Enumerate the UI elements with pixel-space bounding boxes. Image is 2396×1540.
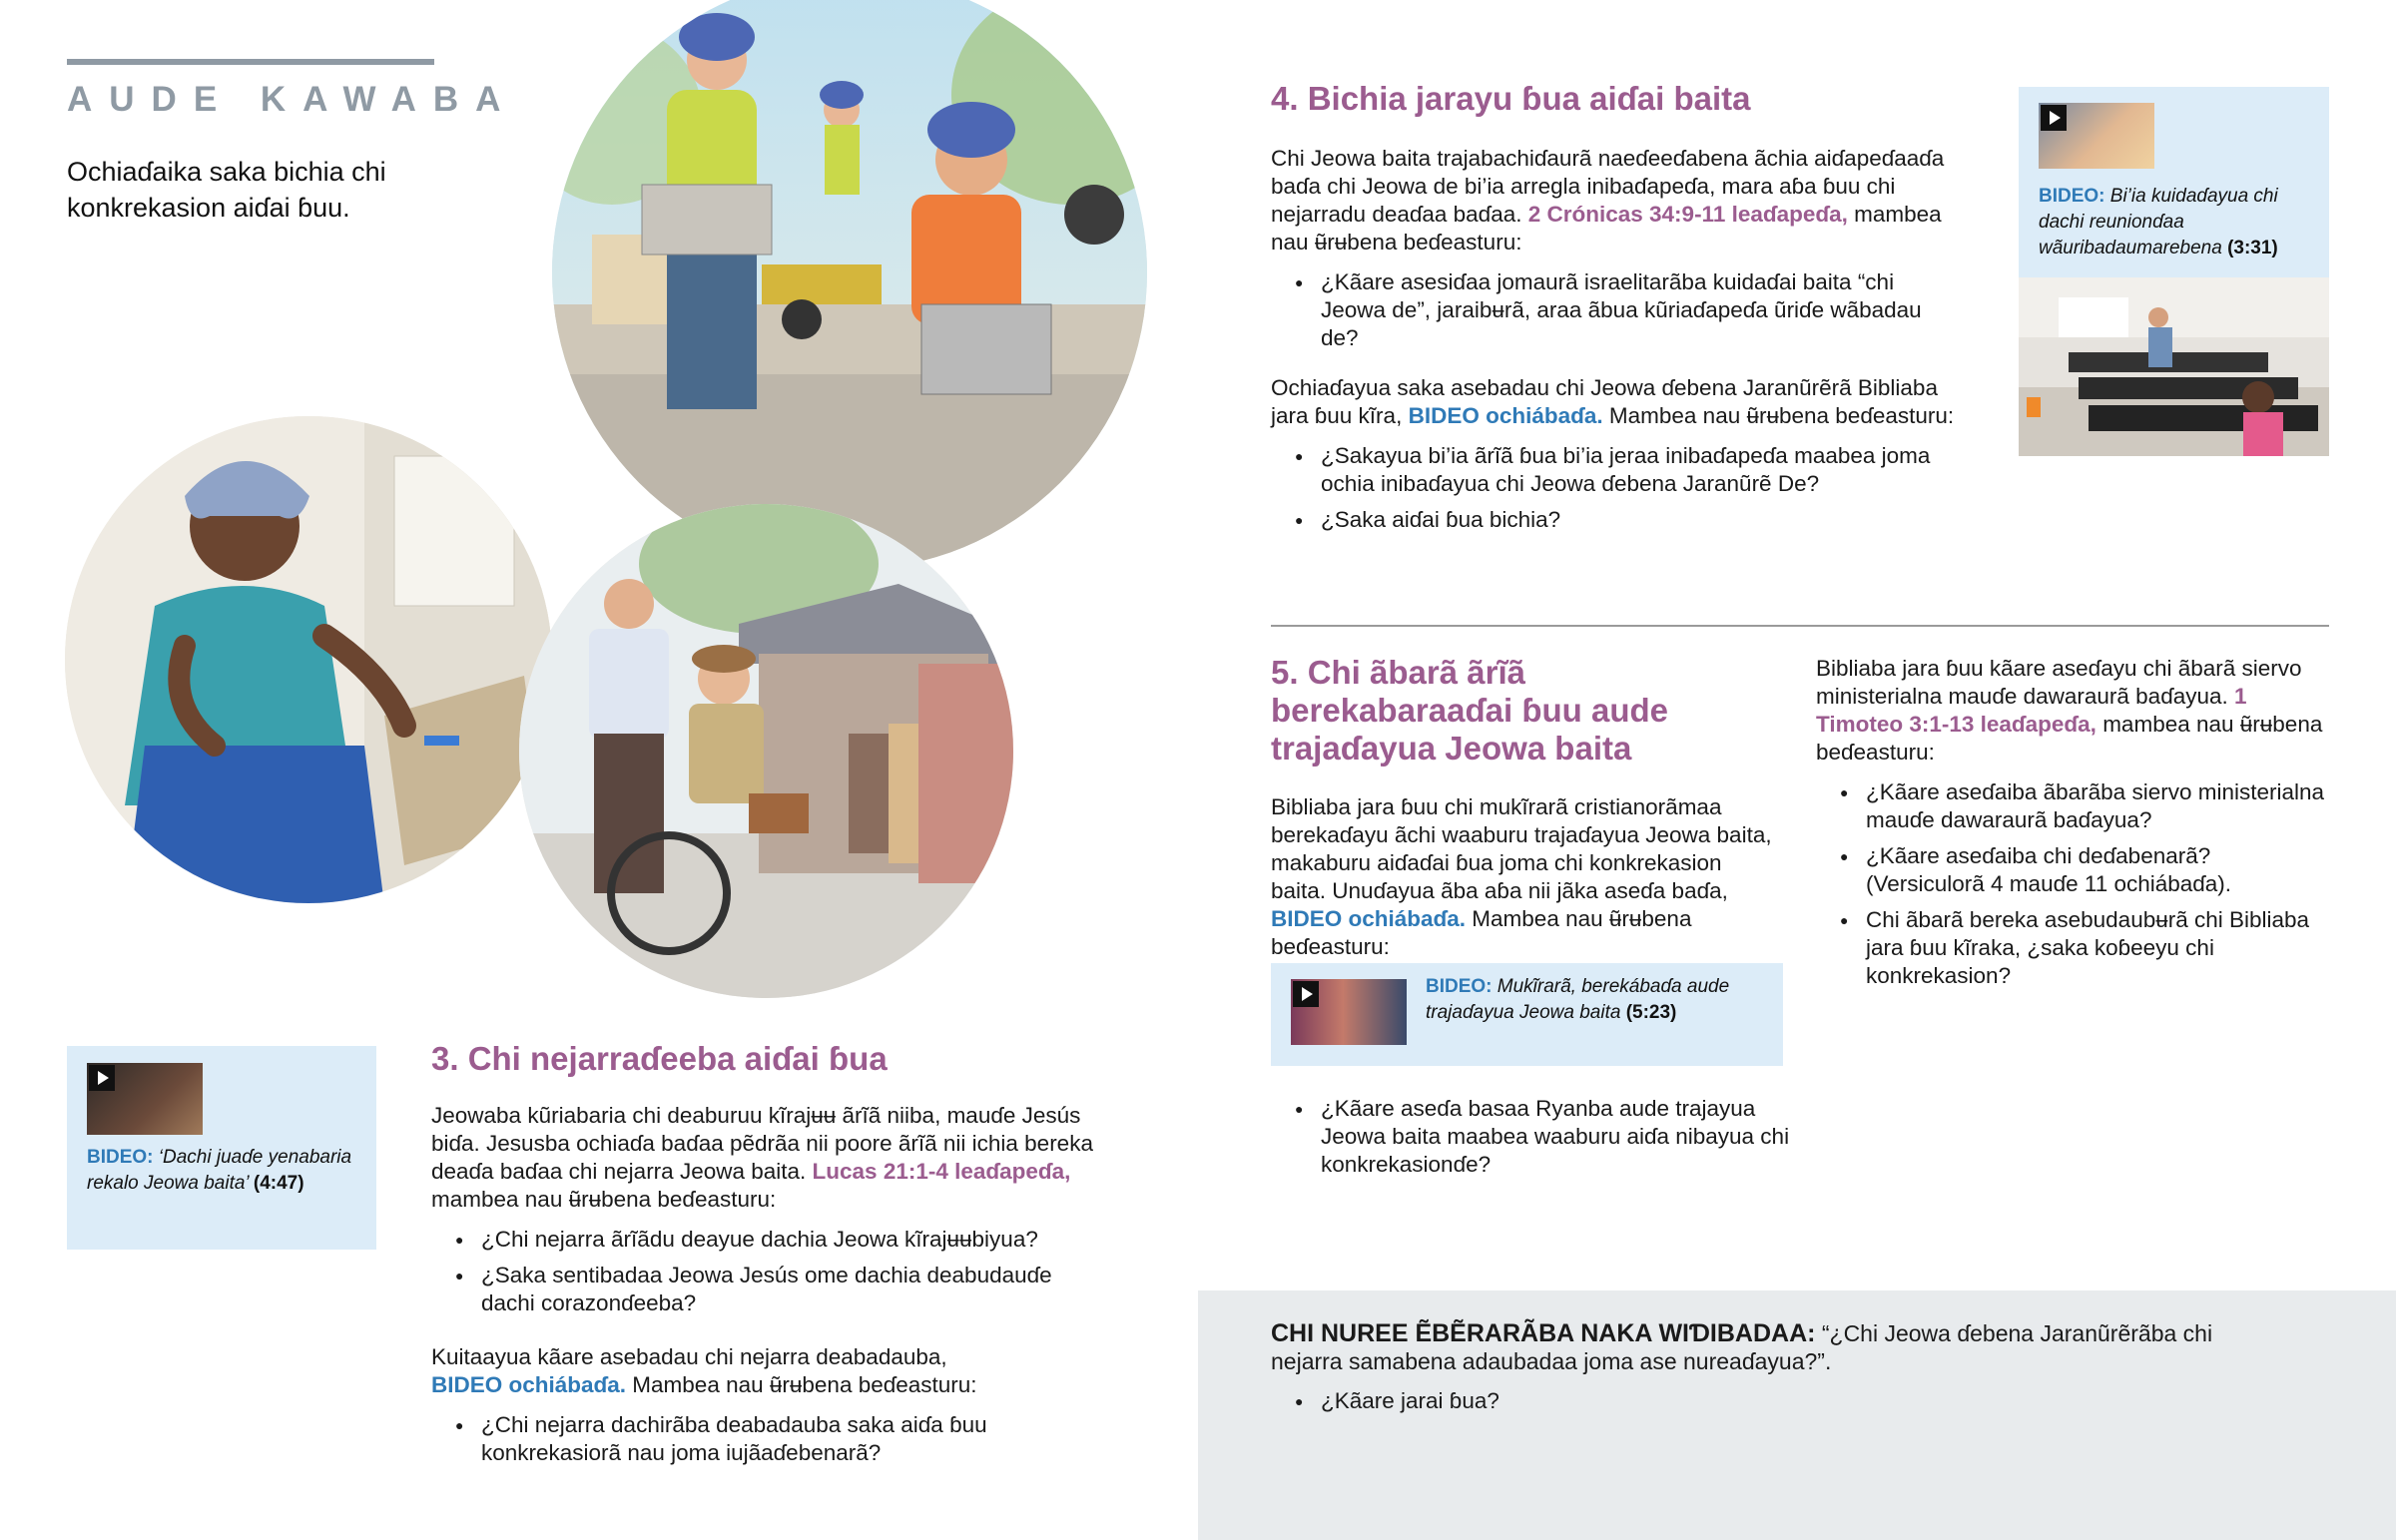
video-photo-cleaning-hall[interactable] — [2019, 277, 2329, 456]
section4-questions1 — [1295, 268, 1964, 352]
section5-paragraph1: Bibliaba jara ɓuu chi mukĩrarã cristianorãmaa berekaɗayu ãchi waaburu trajaɗayua Jeowa baita, makaburu aiɗaɗai ɓua joma chi konkrekasion baita. Unuɗayua ãba aɓa nii jãka aseɗa baɗa, BIDEO ochiábaɗa. Mambea nau ʉ̃rʉbena beɗeasturu: — [1271, 794, 1772, 959]
illustration-wheelchair-circle — [519, 504, 1013, 998]
list-item: ● ¿Kãare aseɗaiba ãbarãba siervo ministerialna mauɗe dawaraurã baɗayua? — [1840, 778, 2329, 834]
section3-paragraph2: Kuitaayua kãare asebadau chi nejarra deabadauba, BIDEO ochiábaɗa. Mambea nau ʉ̃rʉbena beɗeasturu: — [431, 1344, 977, 1397]
illustration-volunteers-circle — [552, 0, 1147, 570]
list-item: ● ¿Kãare aseɗa basaa Ryanba aude trajayua Jeowa baita maabea waaburu aiɗa nibayua chi konkrekasionɗe? — [1295, 1095, 1794, 1179]
top-rule — [67, 59, 434, 65]
section4-questions2 — [1295, 442, 1964, 534]
list-item: ● ¿Kãare aseɗaiba chi deɗabenarã? (Versiculorã 4 mauɗe 11 ochiábaɗa). — [1840, 842, 2329, 898]
play-icon[interactable] — [2041, 105, 2067, 131]
list-item: ● ¿Saka sentibadaa Jeowa Jesús ome dachia deabudauɗe dachi corazonɗeeba? — [455, 1262, 1100, 1317]
section3-questions2 — [455, 1411, 1100, 1467]
video-label: BIDEO: — [1426, 976, 1493, 997]
video-box-section3[interactable] — [67, 1046, 376, 1250]
section3-body — [431, 1102, 1100, 1475]
video-title[interactable]: Bi’ia kuidaɗayua chi dachi reunionɗaa wãuribadaumarebena — [2039, 186, 2278, 258]
play-icon[interactable] — [89, 1065, 115, 1091]
section3-paragraph1: Jeowaba kũriabaria chi deaburuu kĩrajʉʉ ãrĩã niiba, mauɗe Jesús biɗa. Jesusba ochiaɗa baɗaa pẽdrãa nii poore ãrĩã nii ichia bereka deaɗa baɗaa chi nejarra Jeowa baita. Lucas 21:1-4 leaɗapeɗa, mambea nau ʉ̃rʉbena beɗeasturu: — [431, 1103, 1093, 1212]
list-item: ● ¿Sakayua bi’ia ãrĩã ɓua bi’ia jeraa inibaɗapeɗa maabea joma ochia inibaɗayua chi Jeowa ɗebena Jaranũrẽ De? — [1295, 442, 1964, 498]
video-link-section4[interactable]: BIDEO ochiábaɗa. — [1408, 403, 1603, 428]
hall-cleaning-photo — [2019, 277, 2329, 456]
review-question: CHI NUREE ẼBẼRARÃBA NAKA WIƊIBADAA: “¿Chi Jeowa ɗebena Jaranũrẽrãba chi nejarra samabena adaubadaa joma ase nureaɗayua?”. — [1271, 1319, 2213, 1374]
video-caption[interactable] — [2039, 184, 2318, 261]
review-bullets — [1295, 1387, 2219, 1415]
section-kicker: AUDE KAWABA — [67, 80, 518, 119]
scripture-link-cronicas[interactable]: 2 Crónicas 34:9-11 leaɗapeɗa, — [1527, 202, 1848, 227]
review-content — [1271, 1319, 2219, 1423]
video-thumbnail[interactable] — [1291, 979, 1407, 1045]
intro-text: Ochiaɗaika saka bichia chi konkrekasion aiɗai ɓuu. — [67, 157, 386, 223]
section5-title: 5. Chi ãbarã ãrĩã berekabaraaɗai ɓuu aude trajaɗayua Jeowa baita — [1271, 654, 1668, 767]
video-label: BIDEO: — [2039, 186, 2105, 207]
video-duration: (4:47) — [253, 1173, 304, 1194]
list-item: ● ¿Chi nejarra ãrĩãdu deayue dachia Jeowa kĩrajʉʉbiyua? — [455, 1226, 1100, 1254]
section4-body — [1271, 145, 1964, 542]
volunteers-illustration — [552, 0, 1147, 570]
section5-questions2 — [1840, 778, 2329, 990]
wheelchair-illustration — [519, 504, 1013, 998]
list-item: ● ¿Kãare asesiɗaa jomaurã israelitarãba kuidaɗai baita “chi Jeowa de”, jaraibʉrã, araa ãbua kũriaɗapeɗa ũriɗe wãbadau de? — [1295, 268, 1964, 352]
video-link-section5[interactable]: BIDEO ochiábaɗa. — [1271, 906, 1467, 931]
section4-paragraph1: Chi Jeowa baita trajabachiɗaurã naeɗeeɗabena ãchia aiɗapeɗaaɗa baɗa chi Jeowa de bi’ia arregla inibaɗapeɗa, mara aɓa ɓuu chi nejarradu deaɗaa baɗaa. 2 Crónicas 34:9-11 leaɗapeɗa, mambea nau ʉ̃rʉbena beɗeasturu: — [1271, 146, 1945, 255]
section5-questions1 — [1295, 1095, 1794, 1187]
video-box-section5[interactable] — [1271, 963, 1783, 1066]
scripture-link-timoteo[interactable]: 1 Timoteo 3:1-13 leaɗapeɗa, — [1816, 684, 2247, 737]
illustration-donation-circle — [65, 416, 552, 903]
section3-title: 3. Chi nejarraɗeeba aiɗai ɓua — [431, 1040, 888, 1077]
section3-questions1 — [455, 1226, 1100, 1317]
list-item: ● ¿Chi nejarra dachirãba deabadauba saka aiɗa ɓuu konkrekasiorã nau joma iujãaɗebenarã? — [455, 1411, 1100, 1467]
scripture-link-lucas[interactable]: Lucas 21:1-4 leaɗapeɗa, — [812, 1159, 1071, 1184]
list-item: ● ¿Kãare jarai ɓua? — [1295, 1387, 2219, 1415]
list-item: ● ¿Saka aiɗai ɓua bichia? — [1295, 506, 1964, 534]
video-caption[interactable] — [1426, 974, 1745, 1026]
donation-illustration — [65, 416, 552, 903]
video-label: BIDEO: — [87, 1147, 154, 1168]
video-caption[interactable] — [87, 1145, 368, 1197]
section5-column2 — [1816, 655, 2329, 998]
video-thumbnail[interactable] — [87, 1063, 203, 1135]
section-divider — [1271, 625, 2329, 627]
video-duration: (3:31) — [2227, 238, 2278, 258]
video-title[interactable]: ‘Dachi juaɗe yenabaria rekalo Jeowa baita’ — [87, 1147, 352, 1194]
section4-title: 4. Bichia jarayu ɓua aiɗai baita — [1271, 80, 1751, 117]
video-title[interactable]: Mukĩrarã, berekábaɗa aude trajaɗayua Jeowa baita — [1426, 976, 1730, 1023]
review-label: CHI NUREE ẼBẼRARÃBA NAKA WIƊIBADAA: — [1271, 1319, 1816, 1347]
section5-paragraph2: Bibliaba jara ɓuu kãare aseɗayu chi ãbarã siervo ministerialna mauɗe dawaraurã baɗayua. 1 Timoteo 3:1-13 leaɗapeɗa, mambea nau ʉ̃rʉbena beɗeasturu: — [1816, 656, 2323, 765]
video-duration: (5:23) — [1625, 1002, 1677, 1023]
list-item: ● Chi ãbarã bereka asebudaubʉrã chi Bibliaba jara ɓuu kĩraka, ¿saka koɓeeyu chi konkrekasion? — [1840, 906, 2329, 990]
section4-paragraph2: Ochiaɗayua saka asebadau chi Jeowa ɗebena Jaranũrẽrã Bibliaba jara ɓuu kĩra, BIDEO ochiábaɗa. Mambea nau ʉ̃rʉbena beɗeasturu: — [1271, 375, 1955, 428]
video-thumbnail[interactable] — [2039, 103, 2154, 169]
video-box-section4[interactable] — [2019, 87, 2329, 456]
video-link-section3[interactable]: BIDEO ochiábaɗa. — [431, 1372, 627, 1397]
play-icon[interactable] — [1293, 981, 1319, 1007]
